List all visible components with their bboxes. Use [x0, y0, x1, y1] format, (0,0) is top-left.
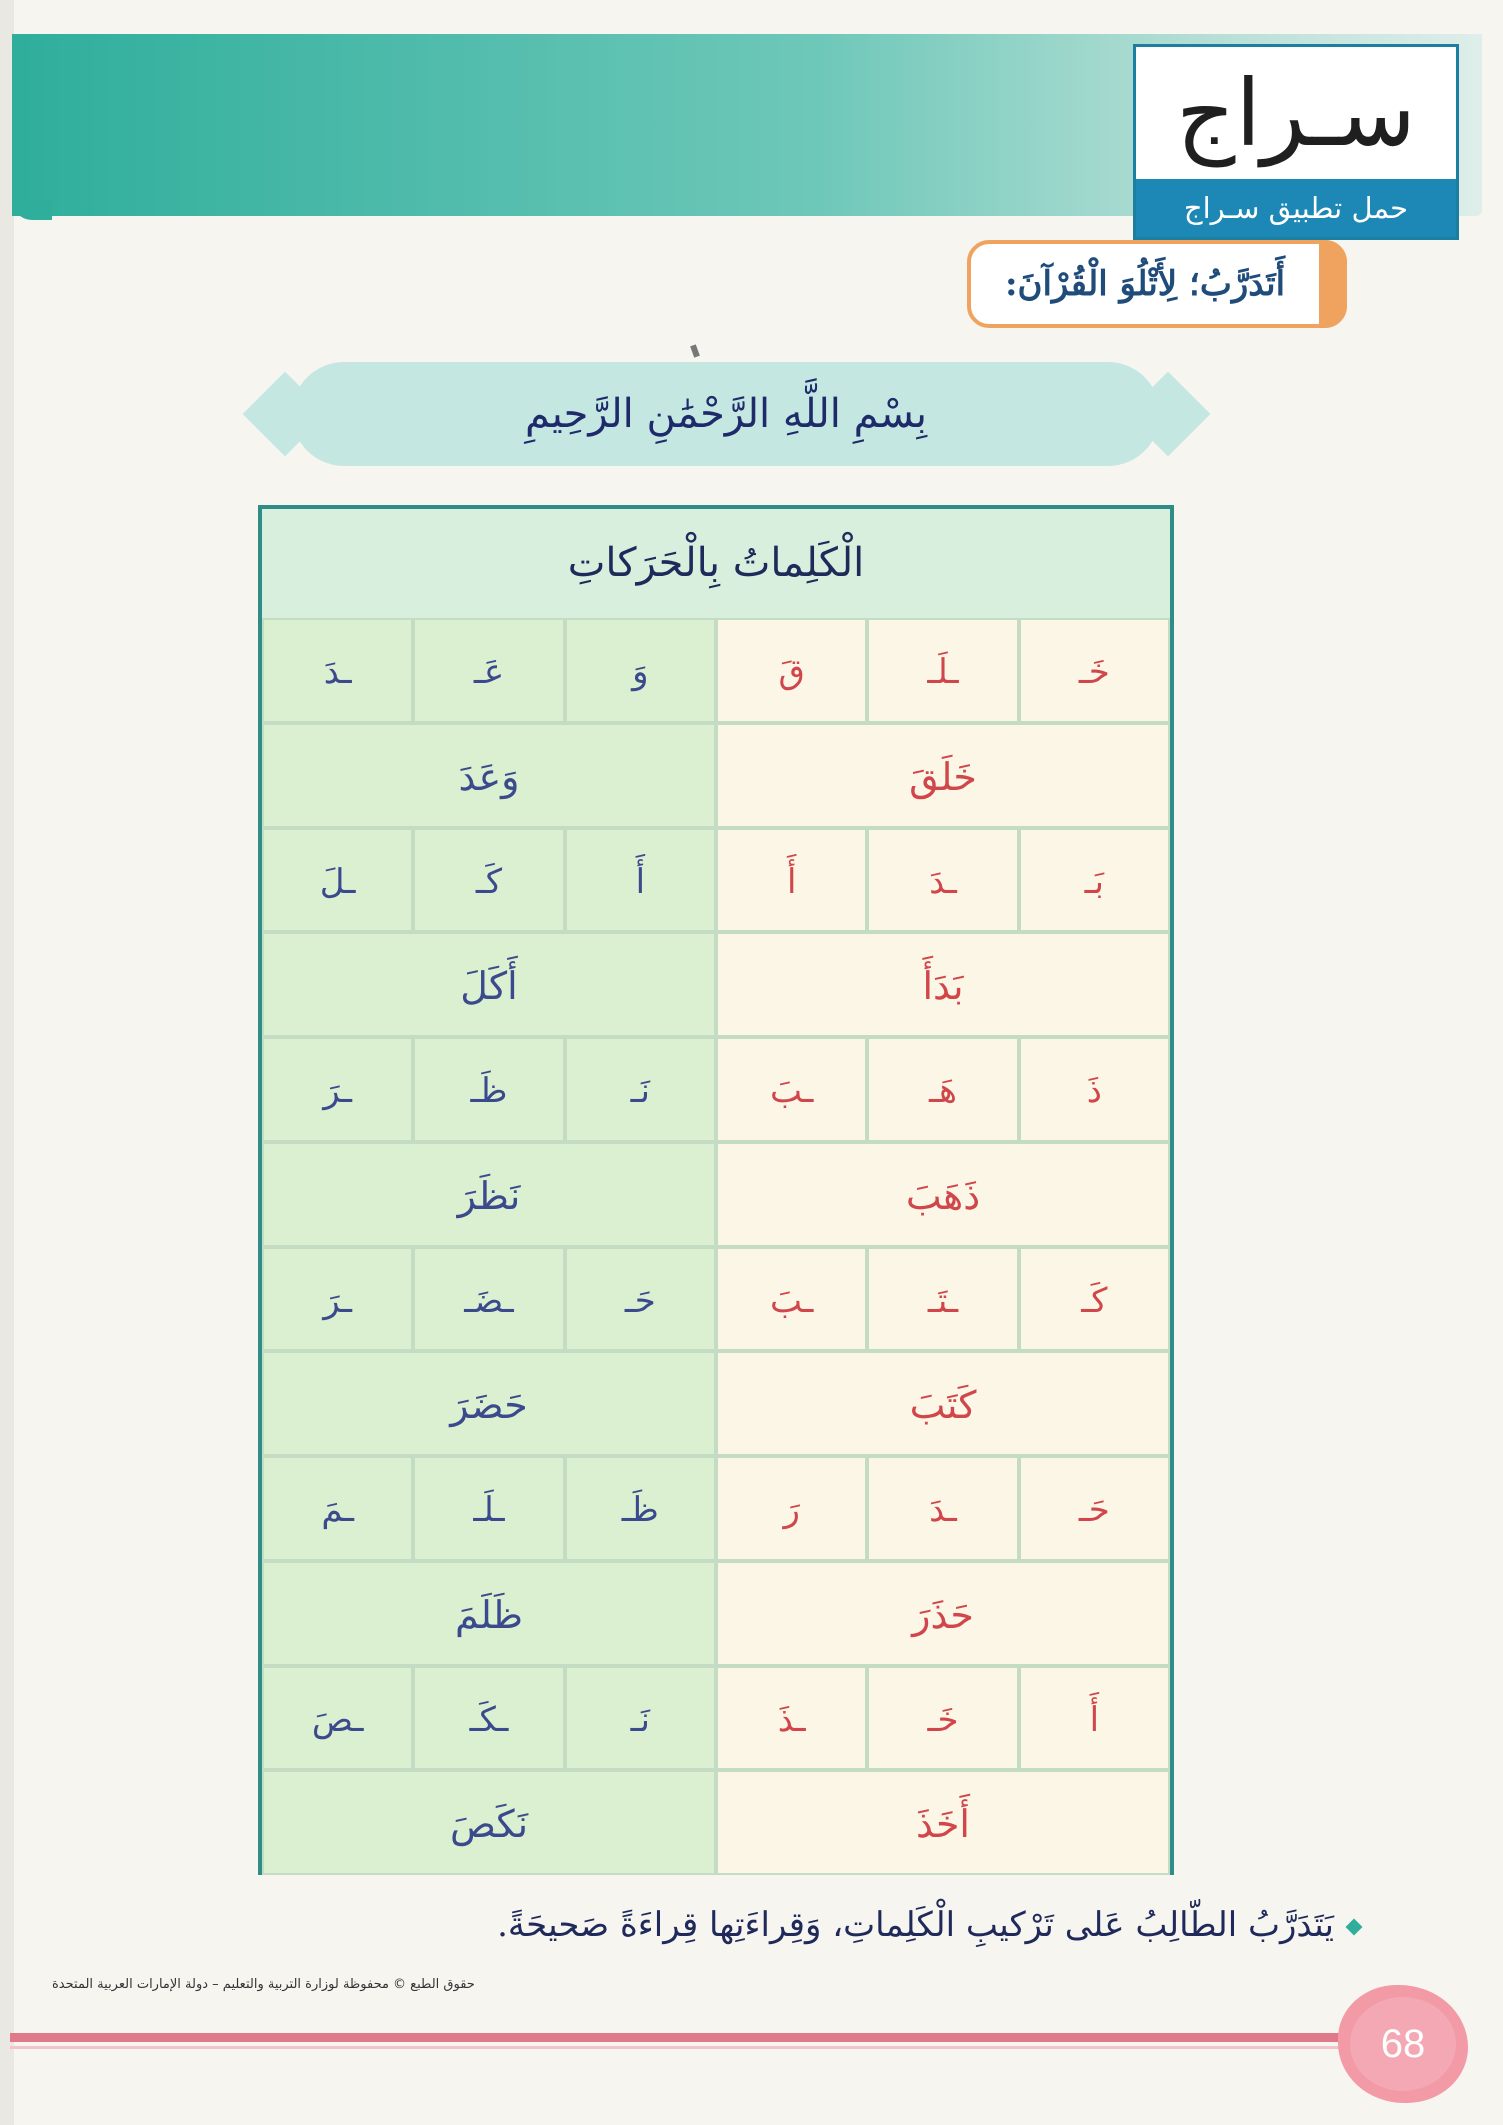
- scan-mark: [690, 344, 700, 357]
- practice-label-box: [967, 240, 1347, 328]
- word-cell: بَدَأَ: [716, 932, 1170, 1037]
- letter-cell: بَـ: [1019, 828, 1170, 933]
- letter-cell: ـتَـ: [867, 1247, 1018, 1352]
- letter-cell: أَ: [716, 828, 867, 933]
- word-cell: حَضَرَ: [262, 1351, 716, 1456]
- words-table: [258, 505, 1174, 1875]
- letter-cell: هَـ: [867, 1037, 1018, 1142]
- letter-cell: ـضَـ: [413, 1247, 564, 1352]
- letter-cell: ـرَ: [262, 1037, 413, 1142]
- practice-label: أَتَدَرَّبُ؛ لِأَتْلُوَ الْقُرْآنَ:: [1004, 264, 1286, 304]
- banner-tail: [12, 200, 52, 220]
- instruction-text: يَتَدَرَّبُ الطّالِبُ عَلى تَرْكيبِ الْكَلِماتِ، وَقِراءَتِها قِراءَةً صَحيحَةً.: [497, 1905, 1334, 1945]
- letter-cell: ـرَ: [262, 1247, 413, 1352]
- footer-stripe: [10, 2033, 1350, 2042]
- basmala-text: بِسْمِ اللَّهِ الرَّحْمَٰنِ الرَّحِيمِ: [524, 391, 928, 437]
- word-cell: أَكَلَ: [262, 932, 716, 1037]
- practice-tag-accent: [1319, 240, 1347, 328]
- letter-cell: نَـ: [565, 1666, 716, 1771]
- logo-word: سـراج: [1176, 60, 1416, 167]
- letter-cell: حَـ: [565, 1247, 716, 1352]
- letter-cell: خَـ: [1019, 618, 1170, 723]
- letter-cell: رَ: [716, 1456, 867, 1561]
- letter-cell: ـمَ: [262, 1456, 413, 1561]
- logo-tagline[interactable]: حمل تطبيق سـراج: [1136, 179, 1456, 237]
- letter-cell: كَـ: [1019, 1247, 1170, 1352]
- letter-cell: قَ: [716, 618, 867, 723]
- letter-cell: ذَ: [1019, 1037, 1170, 1142]
- letter-cell: ـدَ: [867, 1456, 1018, 1561]
- letter-cell: ـلَ: [262, 828, 413, 933]
- letter-cell: عَـ: [413, 618, 564, 723]
- letter-cell: ـبَ: [716, 1037, 867, 1142]
- letter-cell: ـلَـ: [867, 618, 1018, 723]
- copyright-notice: حقوق الطبع © محفوظة لوزارة التربية والتعليم – دولة الإمارات العربية المتحدة: [52, 1977, 475, 1992]
- letter-cell: ـدَ: [867, 828, 1018, 933]
- word-cell: أَخَذَ: [716, 1770, 1170, 1875]
- letter-cell: ـبَ: [716, 1247, 867, 1352]
- page-number: 68: [1350, 1997, 1456, 2091]
- letter-cell: حَـ: [1019, 1456, 1170, 1561]
- letter-cell: أَ: [565, 828, 716, 933]
- diamond-bullet-icon: [1346, 1919, 1363, 1936]
- word-cell: ذَهَبَ: [716, 1142, 1170, 1247]
- letter-cell: نَـ: [565, 1037, 716, 1142]
- letter-cell: وَ: [565, 618, 716, 723]
- letter-cell: أَ: [1019, 1666, 1170, 1771]
- letter-cell: ـذَ: [716, 1666, 867, 1771]
- word-cell: نَظَرَ: [262, 1142, 716, 1247]
- letter-cell: ـكَـ: [413, 1666, 564, 1771]
- letter-cell: ـصَ: [262, 1666, 413, 1771]
- scan-edge: [0, 0, 14, 2125]
- word-cell: ظَلَمَ: [262, 1561, 716, 1666]
- word-cell: كَتَبَ: [716, 1351, 1170, 1456]
- letter-cell: ـلَـ: [413, 1456, 564, 1561]
- word-cell: وَعَدَ: [262, 723, 716, 828]
- siraj-logo[interactable]: [1133, 44, 1459, 240]
- letter-cell: ظَـ: [413, 1037, 564, 1142]
- instruction-line: [300, 1890, 1360, 1960]
- word-cell: نَكَصَ: [262, 1770, 716, 1875]
- letter-cell: ـدَ: [262, 618, 413, 723]
- table-title: الْكَلِماتُ بِالْحَرَكاتِ: [262, 509, 1170, 621]
- letter-cell: كَـ: [413, 828, 564, 933]
- letter-cell: خَـ: [867, 1666, 1018, 1771]
- footer-stripe-thin: [10, 2046, 1350, 2049]
- letter-cell: ظَـ: [565, 1456, 716, 1561]
- word-cell: خَلَقَ: [716, 723, 1170, 828]
- word-cell: حَذَرَ: [716, 1561, 1170, 1666]
